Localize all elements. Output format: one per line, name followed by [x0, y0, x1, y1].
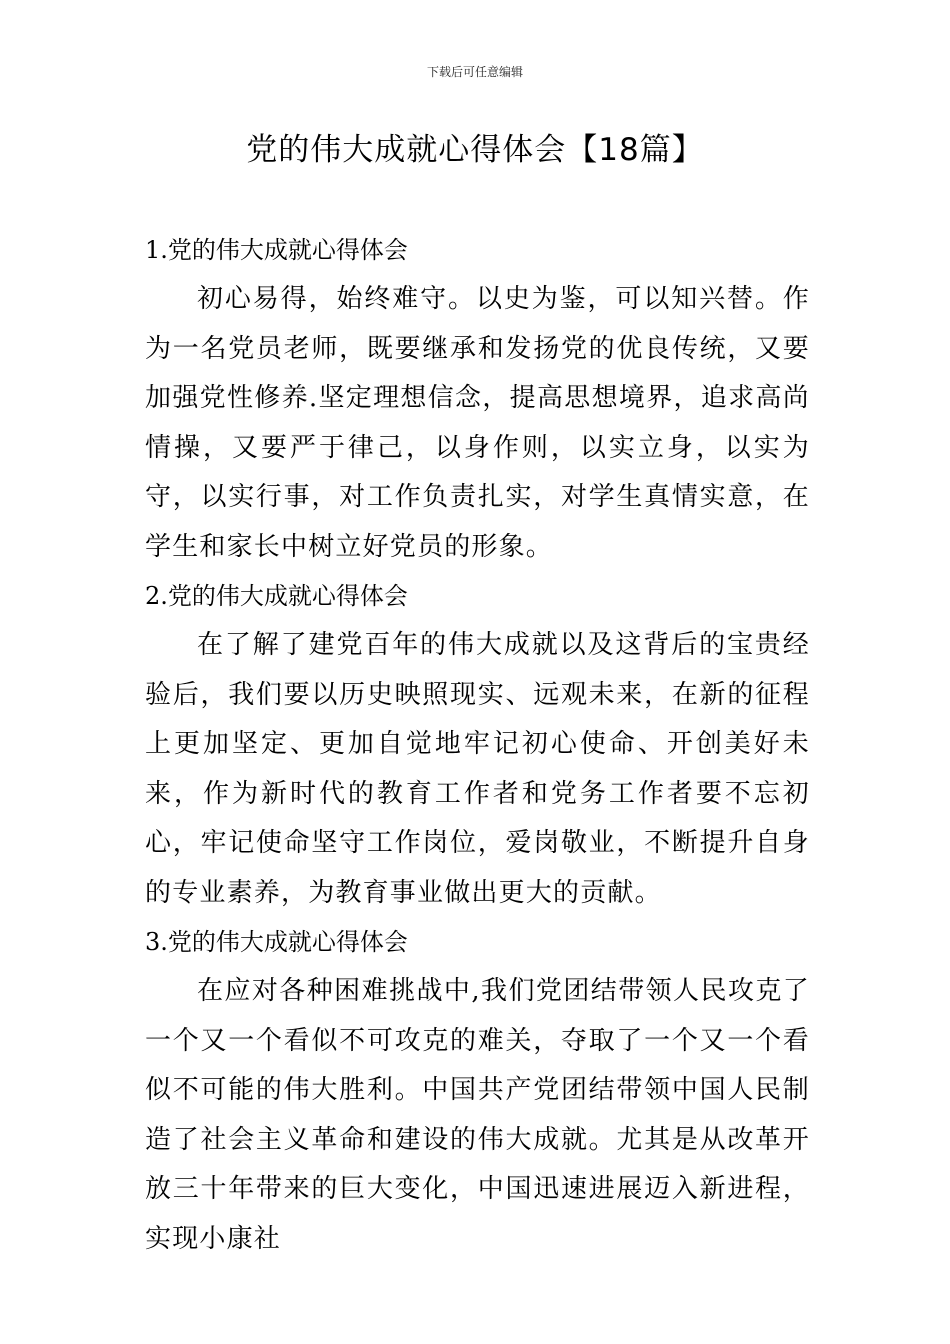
document-body: [145, 226, 810, 1264]
section-heading: 2.党的伟大成就心得体会: [145, 582, 408, 610]
section-heading: 3.党的伟大成就心得体会: [145, 928, 408, 956]
section-2: [145, 572, 810, 918]
page-header-note: 下载后可任意编辑: [426, 65, 523, 79]
section-paragraph: 在应对各种困难挑战中,我们党团结带领人民攻克了一个又一个看似不可攻克的难关，夺取了一个又一个看似不可能的伟大胜利。中国共产党团结带领中国人民制造了社会主义革命和建设的伟大成就。尤其是从改革开放三十年带来的巨大变化，中国迅速进展迈入新进程，实现小康社: [145, 976, 810, 1254]
section-1: [145, 226, 810, 572]
section-heading: 1.党的伟大成就心得体会: [145, 236, 408, 264]
document-title: 党的伟大成就心得体会【18篇】: [246, 132, 704, 168]
section-3: [145, 918, 810, 1264]
section-paragraph: 在了解了建党百年的伟大成就以及这背后的宝贵经验后，我们要以历史映照现实、远观未来，在新的征程上更加坚定、更加自觉地牢记初心使命、开创美好未来，作为新时代的教育工作者和党务工作者要不忘初心，牢记使命坚守工作岗位，爱岗敬业，不断提升自身的专业素养，为教育事业做出更大的贡献。: [145, 630, 810, 908]
section-paragraph: 初心易得，始终难守。以史为鉴，可以知兴替。作为一名党员老师，既要继承和发扬党的优良传统，又要加强党性修养.坚定理想信念，提高思想境界，追求高尚情操，又要严于律己，以身作则，以实立身，以实为守，以实行事，对工作负责扎实，对学生真情实意，在学生和家长中树立好党员的形象。: [145, 284, 810, 562]
